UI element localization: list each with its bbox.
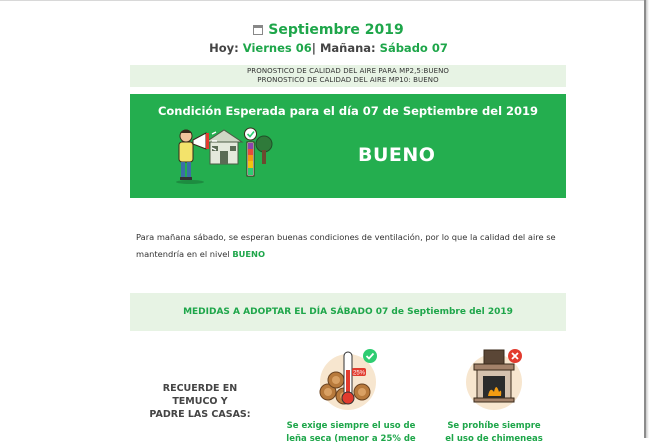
dry-firewood-caption-line-1: Se exige siempre el uso de [286, 421, 416, 431]
forecast-mp25-line: PRONOSTICO DE CALIDAD DEL AIRE PARA MP2,5:BUENO [246, 67, 450, 75]
today-tomorrow-row [0, 41, 657, 55]
fireplace-caption-line-2: el uso de chimeneas [445, 434, 543, 444]
dry-firewood-caption-line-2: leña seca (menor a 25% de [286, 434, 416, 444]
reminder-block [130, 382, 270, 421]
fireplace-caption [434, 420, 554, 446]
tomorrow-value: Sábado 07 [379, 41, 448, 55]
prohibited-badge-icon [508, 349, 522, 363]
dry-firewood-caption [276, 420, 426, 446]
measures-header [130, 293, 566, 331]
description-text: Para mañana sábado, se esperan buenas condiciones de ventilación, por lo que la calidad del aire se mantendría en el nivel [136, 232, 556, 259]
forecast-mp10-line: PRONOSTICO DE CALIDAD DEL AIRE MP10: BUENO [257, 76, 439, 84]
moisture-percent-label: 25% [352, 370, 366, 377]
reminder-line-3: PADRE LAS CASAS: [149, 409, 251, 420]
check-badge-icon [363, 349, 377, 363]
dry-firewood-thermometer-icon [314, 348, 384, 410]
forecast-description [136, 229, 566, 263]
megaphone-man-illustration-icon [168, 124, 288, 186]
page-top-border [0, 0, 646, 1]
expected-condition-banner [130, 94, 566, 198]
fireplace-caption-line-1: Se prohíbe siempre [447, 421, 541, 431]
calendar-header [0, 22, 657, 38]
fireplace-icon [466, 348, 528, 410]
reminder-line-1: RECUERDE EN [162, 383, 238, 394]
tomorrow-label: | Mañana: [311, 41, 376, 55]
forecast-summary-box [130, 65, 566, 87]
month-year-title: Septiembre 2019 [268, 22, 404, 38]
measures-title: MEDIDAS A ADOPTAR EL DÍA SÁBADO 07 de Septiembre del 2019 [183, 307, 513, 317]
calendar-icon [253, 25, 263, 35]
banner-title: Condición Esperada para el día 07 de Septiembre del 2019 [157, 104, 539, 118]
air-quality-status: BUENO [358, 144, 436, 166]
reminder-line-2: TEMUCO Y [172, 396, 228, 407]
today-value: Viernes 06 [242, 41, 312, 55]
description-level: BUENO [232, 249, 266, 259]
today-label: Hoy: [209, 41, 239, 55]
page-shadow [646, 0, 649, 438]
